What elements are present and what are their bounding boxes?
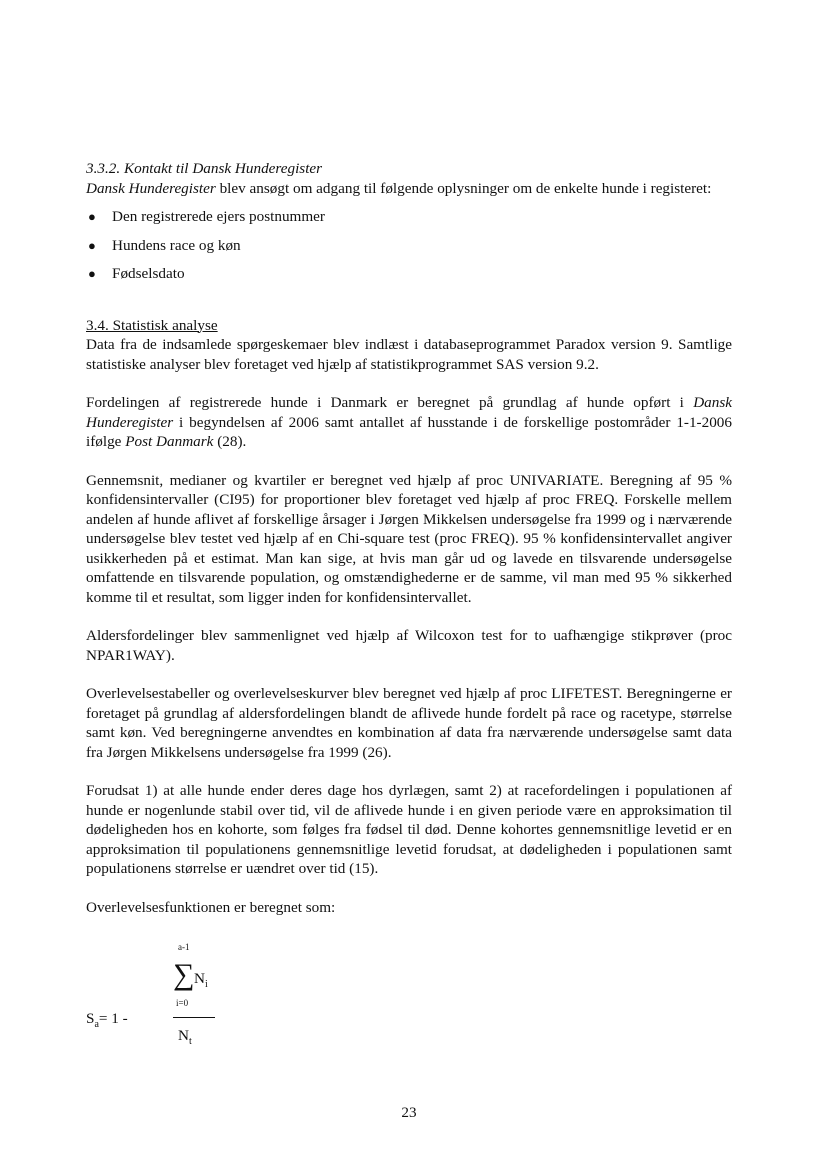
list-item: ● Den registrerede ejers postnummer [88,208,325,225]
sigma-symbol: ∑ [173,958,195,991]
bullet-icon: ● [88,209,96,224]
page-number: 23 [401,1104,417,1121]
paragraph: Aldersfordelinger blev sammenlignet ved hjælp af Wilcoxon test for to uafhængige stikprøver (proc NPAR1WAY). [86,627,732,664]
survival-formula [86,940,286,1050]
paragraph: Gennemsnit, medianer og kvartiler er beregnet ved hjælp af proc UNIVARIATE. Beregning af 95 % konfidensintervaller (CI95) for proportioner blev foretaget ved hjælp af proc FREQ. Forskelle mellem andelen af hunde aflivet af forskellige årsager i Jørgen Mikkelsen undersøgelse fra 1999 og i nærværende undersøgelse blev testet ved hjælp af en Chi-square test (proc FREQ). 95 % konfidensintervallet angiver usikkerheden på et estimat. Man kan sige, at hvis man går ud og lavede en tilsvarende undersøgelse omfattende en tilsvarende population, og omstændighederne er de samme, vil man med 95 % sikkerhed komme til et resultat, som ligger inden for konfidensintervallet. [86,471,732,606]
intro-rest: blev ansøgt om adgang til følgende oplysninger om de enkelte hunde i registeret: [215,179,712,197]
paragraph: Overlevelsestabeller og overlevelseskurver blev beregnet ved hjælp af proc LIFETEST. Beregningerne er foretaget på grundlag af aldersfordelingen blandt de aflivede hunde fordelt på race og racetype, størrelse samt køn. Ved beregningerne anvendtes en kombination af data fra nærværende undersøgelse samt data fra Jørgen Mikkelsens undersøgelse fra 1999 (26). [86,685,732,761]
document-page [86,159,732,917]
denominator-term: $N_t$ [178,1027,192,1048]
section-332-intro [86,179,732,199]
bullet-list [86,207,732,284]
paragraph: Data fra de indsamlede spørgeskemaer blev indlæst i databaseprogrammet Paradox version 9. Samtlige statistiske analyser blev foretaget ved hjælp af statistikprogrammet SAS version 9.2. [86,336,732,373]
paragraph: Overlevelsesfunktionen er beregnet som: [86,898,336,916]
list-item: ● Fødselsdato [88,265,185,282]
sum-lower-limit: i=0 [176,998,189,1008]
intro-italic: Dansk Hunderegister [86,179,216,197]
fraction-bar [173,1017,215,1018]
bullet-icon: ● [88,237,96,253]
paragraph: Fordelingen af registrerede hunde i Danmark er beregnet på grundlag af hunde opført i Dansk Hunderegister i begyndelsen af 2006 samt antallet af husstande i de forskellige postområder 1-1-2006 ifølge Post Danmark (28). [86,394,732,450]
section-heading-34: 3.4. Statistisk analyse [86,316,218,334]
list-item: ● Hundens race og køn [88,236,241,254]
numerator-term: $N_i$ [194,970,208,991]
sum-upper-limit: a-1 [178,942,190,952]
paragraph: Forudsat 1) at alle hunde ender deres dage hos dyrlægen, samt 2) at racefordelingen i populationen af hunde er nogenlunde stabil over tid, vil de aflivede hunde i en given periode være en approksimation til dødeligheden hos en kohorte, som følges fra fødsel til død. Denne kohortes gennemsnitlige levetid er en approksimation til populationens gennemsnitlige levetid forudsat, at dødeligheden i populationen samt populationens størrelse er uændret over tid (15). [86,782,732,877]
formula-lhs: $S_a= 1$ - [86,1010,128,1031]
bullet-icon: ● [88,266,96,281]
section-heading-332: 3.3.2. Kontakt til Dansk Hunderegister [86,160,323,177]
